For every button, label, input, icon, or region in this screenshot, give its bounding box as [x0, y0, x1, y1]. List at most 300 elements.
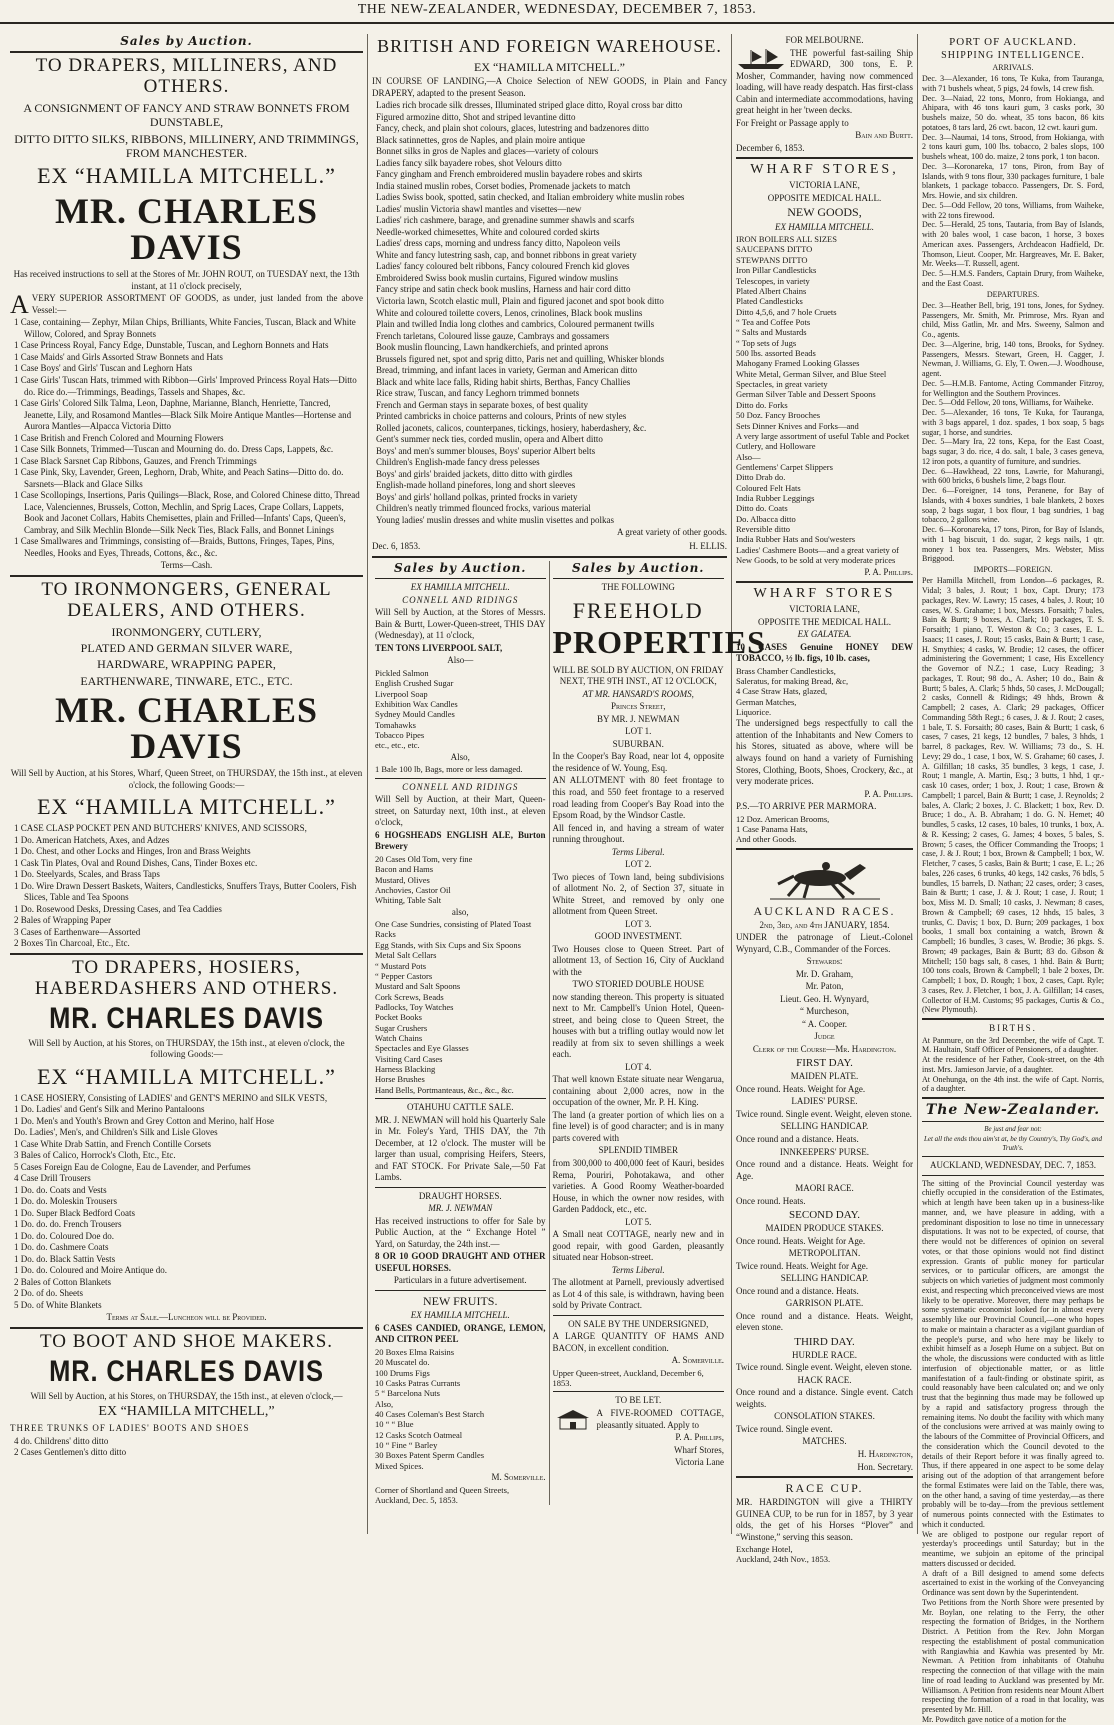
ad-subhead: VICTORIA LANE, — [789, 180, 860, 191]
list-item: IRON BOILERS ALL SIZES — [736, 234, 837, 245]
arrival-entry: Dec. 3—Koronareka, 17 tons, Piron, from Bay of Islands, with 9 tons flour, 330 packages furniture, 1 bale blankets, 1 package tobacco. Passengers, Dr. S. Ford, Mrs. Howie, and six children. — [922, 161, 1104, 201]
ad-intro: Will Sell by Auction, at his Stores, on THURSDAY, the 15th inst., at eleven o'clock,— — [30, 1390, 343, 1401]
ex-ship: EX “HAMILLA MITCHELL.” — [37, 1063, 336, 1089]
race-name: MATCHES. — [802, 1436, 847, 1447]
section-header: Sales by Auction. — [572, 561, 705, 576]
ad-lead: 6 HOGSHEADS ENGLISH ALE, Burton Brewery — [375, 829, 546, 852]
list-item: Whiting, Table Salt — [375, 895, 442, 906]
list-item: 1 Do. Men's and Youth's Brown and Grey Cotton and Merino, half Hose — [14, 1115, 274, 1126]
ad-signer: Bain and Burtt. — [855, 130, 913, 141]
ad-intro: IN COURSE OF LANDING,—A Choice Selection of NEW GOODS, in Plain and Fancy DRAPERY, adapted to the present Season. — [372, 76, 727, 98]
clerk-label: Clerk of the Course—Mr. Hardington. — [752, 1043, 897, 1054]
drop-cap: A — [10, 290, 29, 320]
ad-headline: AUCKLAND RACES. — [753, 903, 896, 918]
ad-headline: TO DRAPERS, HOSIERS, HABERDASHERS AND OTHERS. — [34, 956, 339, 999]
arrival-entry: Dec. 3—Naumai, 14 tons, Strood, from Hokianga, with 2 tons kauri gum, 100 lbs. tobacco, 2 bales slops, 100 bushels wheat, 100 do. maize, 2 tons pork, 1 ton bacon. — [922, 132, 1104, 162]
list-item: 1 Case British and French Colored and Mourning Flowers — [14, 432, 224, 443]
list-item: Figured armozine ditto, Shot and striped levantine ditto — [376, 111, 576, 122]
list-item: 20 Boxes Elma Raisins — [375, 1346, 455, 1357]
motto: Be just and fear not: — [984, 1125, 1042, 1134]
ad-items — [736, 814, 913, 845]
list-item: 1 Case Princess Royal, Fancy Edge, Dunstable, Tuscan, and Leghorn Bonnets and Hats — [14, 340, 329, 351]
race-name: HURDLE RACE. — [792, 1349, 857, 1360]
list-item: Mixed Spices. — [375, 1460, 424, 1471]
list-item: Rice straw, Tuscan, and fancy Leghorn trimmed bonnets — [376, 388, 580, 399]
list-item: 12 Doz. American Brooms, — [736, 813, 830, 824]
ad-subhead: EARTHENWARE, TINWARE, ETC., ETC. — [80, 673, 293, 688]
lot-text: All fenced in, and having a stream of water running throughout. — [552, 822, 724, 845]
masthead: THE NEW-ZEALANDER, WEDNESDAY, DECEMBER 7, 1853. — [0, 2, 1114, 32]
ad-headline: WHARF STORES, — [750, 162, 899, 178]
list-item: 30 Boxes Patent Sperm Candles — [375, 1450, 485, 1461]
ad-subhead: THE FOLLOWING — [601, 582, 675, 593]
list-item: Boys' and men's summer blouses, Boys' superior Albert belts — [376, 445, 596, 456]
list-item: Bonnet silks in gros de Naples and glaces—variety of colours — [376, 146, 599, 157]
ad-note: Particulars in a future advertisement. — [393, 1275, 527, 1286]
list-item: Ladies' Cashmere Boots—and a great variety of New Goods, to be sold at very moderate prices — [736, 544, 899, 566]
ad-headline: FOR MELBOURNE. — [785, 35, 864, 45]
editorial-text: Mr. Powditch gave notice of a motion for the — [922, 1714, 1067, 1724]
list-item: Horse Brushes — [375, 1074, 425, 1085]
list-item: Bacon and Hams — [375, 864, 434, 875]
list-item: Harness Blacking — [375, 1064, 436, 1075]
ad-headline: WHARF STORES — [753, 586, 896, 602]
imports-label: IMPORTS—FOREIGN. — [973, 565, 1053, 575]
arrival-entry: Dec. 5—H.M.S. Fanders, Captain Drury, from Waiheke, and the East Coast. — [922, 269, 1104, 288]
list-item: Mustard and Salt Spoons — [375, 981, 461, 992]
list-item: 500 lbs. assorted Beads — [736, 348, 816, 359]
departure-entry: Dec. 5—H.M.B. Fantome, Acting Commander Fitzroy, for Wellington and the Southern Provinces. — [922, 378, 1104, 398]
ship-icon — [736, 48, 786, 70]
ad-terms: Terms at Sale.—Luncheon will be Provided. — [106, 1312, 267, 1323]
list-item: Ditto do. Coats — [736, 503, 788, 514]
lot-note: The allotment at Parnell, previously advertised as Lot 4 of this sale, is withdrawn, having been sold by Private Contract. — [552, 1277, 724, 1311]
ad-headline: TO IRONMONGERS, GENERAL DEALERS, AND OTHERS. — [41, 578, 332, 621]
ad-subhead: OPPOSITE THE MEDICAL HALL. — [758, 616, 891, 627]
departure-entry: Dec. 3—Algerine, brig, 140 tons, Brooks, for Sydney. Passengers, Messrs. Stewart, Green, H. Cagger, J. Newman, J. Williams, G. Ely, T. Owen.—J. Woodhouse, agent. — [922, 339, 1104, 379]
birth-entry: At the residence of her Father, Cook-street, on the 4th inst. Mrs. Jamieson Jarvie, of a daughter. — [922, 1055, 1104, 1074]
list-item: Gent's summer neck ties, corded muslin, opera and Albert ditto — [376, 434, 603, 445]
list-item: 1 Case Girls' Colored Silk Talma, Leon, Daphne, Marianne, Blanch, Henriette, Tancred, Jeanette, Lily, and Rosamond Mantles—Black Silk Moire Antique Mantles—Hortense and Aurora Mantles—Alpacca Victoria Ditto — [14, 398, 352, 432]
list-item: Plated Candlesticks — [736, 296, 803, 307]
list-item: 1 Case, containing— Zephyr, Milan Chips, Brilliants, White Fancies, Tuscan, Black and White Willow, Colored, and Spray Bonnets — [14, 317, 356, 339]
list-item: 5 “ Barcelona Nuts — [375, 1388, 440, 1399]
list-item: 20 Muscatel do. — [375, 1357, 430, 1368]
list-item: Boys' and girls' braided jackets, ditto ditto with girdles — [376, 468, 573, 479]
list-item: White and coloured toilette covers, Lenos, crinolines, Black book muslins — [376, 307, 643, 318]
lot-subhead: TWO STORIED DOUBLE HOUSE — [572, 979, 705, 990]
steward-name: Mr. D. Graham, — [795, 968, 854, 979]
section-header: Sales by Auction. — [120, 34, 253, 48]
race-name: METROPOLITAN. — [788, 1248, 861, 1259]
list-item: Sugar Crushers — [375, 1022, 428, 1033]
list-item: German Silver Table and Dessert Spoons — [736, 389, 876, 400]
list-item: Padlocks, Toy Watches — [375, 1001, 454, 1012]
race-conditions: Once round and a distance. Heats. — [736, 1133, 859, 1144]
list-item: Sydney Mould Candles — [375, 709, 455, 720]
list-item: Brass Chamber Candlesticks, — [736, 665, 836, 676]
lot-text: Two Houses close to Queen Street. Part of allotment 13, of Section 16, City of Auckland with the — [552, 943, 724, 977]
list-item: 1 Do. Rosewood Desks, Dressing Cases, and Tea Caddies — [14, 903, 222, 914]
list-item: 1 Do. do. Coloured and Moire Antique do. — [14, 1265, 167, 1276]
list-item: 1 Do. do. Moleskin Trousers — [14, 1196, 118, 1207]
departure-entry: Dec. 6—Hawkhead, 22 tons, Lawrie, for Mahurangi, with 600 bricks, 6 bushels lime, 2 bags flour. — [922, 466, 1104, 486]
list-item: Tobacco Pipes — [375, 730, 425, 741]
race-name: SELLING HANDICAP. — [780, 1273, 869, 1284]
race-name: LADIES' PURSE. — [791, 1096, 858, 1107]
arrivals-list — [922, 74, 1104, 289]
list-item: 1 Case Maids' and Girls Assorted Straw Bonnets and Hats — [14, 351, 223, 362]
ex-ship: EX HAMILLA MITCHELL. — [774, 221, 875, 232]
list-item: etc., etc., etc. — [375, 740, 420, 751]
list-item: 40 Cases Coleman's Best Starch — [375, 1409, 485, 1419]
list-item: 2 Do. of do. Sheets — [14, 1288, 83, 1299]
list-item: 1 Case Silk Bonnets, Trimmed—Tuscan and Mourning do. do. Dress Caps, Lappets, &c. — [14, 444, 334, 455]
list-item: “ Pepper Castors — [375, 970, 433, 981]
list-item: Coloured Felt Hats — [736, 482, 801, 493]
ad-signer: P. A. Phillips. — [864, 788, 913, 799]
also-label: Also— — [447, 655, 474, 666]
race-conditions: Twice round. Single event. Weight, eleven stone. — [736, 1108, 912, 1119]
list-item: Exhibition Wax Candles — [375, 699, 458, 710]
births-list — [922, 1036, 1104, 1095]
list-item: 12 Casks Scotch Oatmeal — [375, 1429, 463, 1440]
list-item: 1 Case Pink, Sky, Lavender, Green, Leghorn, Drab, White, and Peach Satins—Ditto do. do. Sarsnets—Black and Glace Silks — [14, 467, 344, 489]
list-item: Also— — [736, 451, 761, 462]
list-item: 1 Case White Drab Sattin, and French Contille Corsets — [14, 1138, 212, 1149]
race-name: SELLING HANDICAP. — [780, 1121, 869, 1132]
list-item: Children's neatly trimmed flounced frocks, various material — [376, 503, 591, 514]
ad-terms: Terms—Cash. — [160, 560, 213, 571]
lot-subhead: GOOD INVESTMENT. — [594, 931, 682, 942]
ad-lead: THREE TRUNKS OF LADIES' BOOTS AND SHOES — [10, 1423, 250, 1434]
lot-subhead: SPLENDID TIMBER — [598, 1145, 679, 1156]
lot-label: LOT 2. — [625, 859, 652, 870]
list-item: Fancy stripe and satin check book muslins, Harness and hair cord ditto — [376, 284, 631, 295]
ad-headline: NEW FRUITS. — [423, 1293, 498, 1308]
list-item: 1 Do. do. Coats and Vests — [14, 1184, 107, 1195]
list-item: Ditto Drab do. — [736, 472, 786, 483]
lot-label: LOT 4. — [625, 1061, 652, 1072]
ad-date: Dec. 6, 1853. — [372, 540, 421, 551]
departures-list — [922, 301, 1104, 564]
ad-headline: RACE CUP. — [785, 1481, 864, 1496]
list-item: White and fancy lutestring sash, cap, and bonnet ribbons in great variety — [376, 249, 637, 260]
ad-place: AT MR. HANSARD'S ROOMS, — [582, 688, 694, 699]
list-item: Needle-worked chimesettes, White and coloured corded skirts — [376, 226, 600, 237]
ad-signer: H. Hardington, — [857, 1449, 913, 1459]
ad-signer: H. ELLIS. — [689, 540, 727, 551]
race-conditions: Twice round. Single event. — [736, 1423, 833, 1434]
ad-date: December 6, 1853. — [736, 142, 805, 153]
ad-intro: Will Sell by Auction, at his Stores, on THURSDAY, the 15th inst., at eleven o'clock, the following Goods:— — [28, 1037, 345, 1060]
list-item: 1 Do. do. Coloured Doe do. — [14, 1230, 114, 1241]
arrival-entry: Dec. 5—Herald, 25 tons, Tautaria, from Bay of Islands, with 20 bales wool, 1 case bacon, 1 horse, 3 boxes American axes. Passengers, Archdeacon Hadfield, Dr. Thomson, Lieut. Cooper, Mr. Hargreaves, Mr. E. Baker, Mr. Weeks—T. Russell, agent. — [922, 220, 1104, 269]
list-item: 5 Cases Foreign Eau de Cologne, Eau de Lavender, and Perfumes — [14, 1161, 251, 1172]
departure-entry: Dec. 5—Alexander, 16 tons, Te Kuka, for Tauranga, with 3 bags apparel, 1 doz. spades, 1 box soap, 5 bags sugar, 1 horse, and sundries. — [922, 408, 1104, 437]
list-item: “ Mustard Pots — [375, 960, 426, 971]
lot-label: LOT 5. — [625, 1216, 652, 1227]
ad-body: MR. HARDINGTON will give a THIRTY GUINEA CUP, to be run for in 1857, by 3 year olds, the get of his Horses “Plover” and “Winstone,” serving this season. — [736, 1497, 913, 1542]
list-item: 1 Do. do. Cashmere Coats — [14, 1242, 109, 1253]
ex-ship: EX HAMILLA MITCHELL. — [410, 582, 510, 593]
ad-address: Wharf Stores, — [674, 1444, 724, 1455]
list-item: 3 Cases of Earthenware—Assorted — [14, 926, 141, 937]
ex-ship: EX “HAMILLA MITCHELL.” — [37, 163, 336, 189]
list-item: 4 Case Drill Trousers — [14, 1173, 91, 1184]
editorial-text: The sitting of the Provincial Council yesterday was chiefly occupied in the consideration of the Estimates, which at length have been taken up in a business-like manner, and, we have pleasure in adding, with a predominant disposition to lose no time in unnecessary disputations. It was not to be expected, of course, that there would not be differences of opinion on several votes, or that those opinions would not find distinct expression. Grants of public money for particular services, or to particular officers, are amongst the subjects on which varieties of judgment most commonly exist, and respecting which preconceived views are most likely to be operative. Moreover, there may perhaps be some systematic economist looked for in almost every assembly like our Provincial Council,—one who hopes to make or maintain a character as a vigilant guardian of the people's purse, and who here may be likely to exhibit himself as a Joseph Hume on a subject. But on the whole, the discussions were conducted with as little interfusion of objectionable matter, or as little manifestation of a fault-finding or obstinate spirit, as could reasonably have been calculated on; and we only trust that the beginning thus made may be followed up by a rapid and satisfactory progress through the remaining items. No doubt the facility with which many of the conclusions were arrived at was mainly owing to the labours of the Committee of Provincial Officers, and the consideration which the Council devoted to the details of their Report before it was finally agreed to. Thus, if there appeared in one aspect to be some delay arising out of the adoption of that arrangement before the formal Estimates were laid on the Table, there was, on the other hand, a saving of time yesterday,—as there probably will be to-day—from the previous settlement of numerous points connected with the Estimates to which it conducted. — [922, 1178, 1104, 1529]
lot-terms: Terms Liberal. — [611, 846, 665, 857]
list-item: 1 Do. do. Black Sattin Vests — [14, 1253, 116, 1264]
ad-signer: P. A. Phillips. — [864, 566, 913, 577]
list-item: 1 Do. do. do. French Trousers — [14, 1219, 122, 1230]
list-item: Embroidered Swiss book muslin curtains, Figured window muslins — [376, 272, 618, 283]
ad-items — [10, 823, 363, 950]
ad-items — [375, 854, 546, 906]
ad-body: For Freight or Passage apply to — [736, 117, 849, 128]
list-item: 3 Bales of Calico, Horrock's Cloth, Etc., Etc. — [14, 1150, 176, 1161]
list-item: 1 Case Smallwares and Trimmings, consisting of—Braids, Buttons, Fringes, Tapes, Pins, Needles, Hooks and Eyes, Threads, Cottons, &c., &c. — [14, 536, 335, 558]
ad-lead: AVERY SUPERIOR ASSORTMENT OF GOODS, as under, just landed from the above Vessel:— — [10, 290, 363, 320]
list-item: Hand Bells, Portmanteaus, &c., &c., &c. — [375, 1084, 514, 1095]
lot-text: Two pieces of Town land, being subdivisions of allotment No. 2, of Section 37, situate in White Street, and removed by only one allotment from Queen Street. — [552, 871, 724, 917]
list-item: Visiting Card Cases — [375, 1053, 443, 1064]
list-item: 2 Cases Gentlemen's ditto ditto — [14, 1447, 127, 1458]
list-item: Ladies' muslin Victoria shawl mantles and visettes—new — [376, 203, 582, 214]
list-item: Also, — [375, 1398, 394, 1409]
list-item: Ditto 4,5,6, and 7 hole Cruets — [736, 306, 837, 317]
auctioneer-name: MR. CHARLES DAVIS — [49, 1001, 324, 1035]
ad-lead: 8 OR 10 GOOD DRAUGHT AND OTHER USEFUL HORSES. — [375, 1251, 546, 1273]
list-item: 1 CASE CLASP POCKET PEN AND BUTCHERS' KNIVES, AND SCISSORS, — [14, 823, 307, 834]
list-item: Do. Albacca ditto — [736, 513, 796, 524]
auctioneer-name: MR. CHARLES DAVIS — [54, 191, 319, 268]
list-item: “ Tea and Coffee Pots — [736, 316, 811, 327]
ad-subhead: VICTORIA LANE, — [789, 604, 860, 615]
departure-entry: Dec. 5—Odd Fellow, 20 tons, Williams, for Waiheke. — [922, 398, 1094, 408]
birth-entry: At Onehunga, on the 4th inst. the wife of Capt. Norris, of a daughter. — [922, 1074, 1104, 1094]
lot-text: AN ALLOTMENT with 80 feet frontage to this road, and 550 feet frontage to a reserved road leading from Cooper's Bay Road into the Epsom Road, by the Windsor Castle. — [552, 775, 724, 821]
ad-headline: TO DRAPERS, MILLINERS, AND OTHERS. — [35, 55, 338, 97]
list-item: 2 Bales of Cotton Blankets — [14, 1276, 111, 1287]
ad-close: A great variety of other goods. — [617, 527, 727, 538]
race-name: CONSOLATION STAKES. — [774, 1411, 875, 1422]
list-item: Victoria lawn, Scotch elastic mull, Plain and figured jaconet and spot book ditto — [376, 295, 664, 306]
stewards-label: Stewards: — [806, 956, 843, 967]
race-conditions: Once round. Heats. — [736, 1195, 806, 1206]
ad-items — [10, 317, 363, 559]
ad-headline: DRAUGHT HORSES. — [418, 1190, 502, 1201]
ad-items — [10, 1093, 363, 1312]
list-item: India Rubber Leggings — [736, 493, 815, 504]
ad-items — [736, 234, 913, 566]
list-item: Mahogany Framed Looking Glasses — [736, 358, 860, 369]
list-item: 1 Case Black Sarsnet Cap Ribbons, Gauzes, and French Trimmings — [14, 455, 257, 466]
auctioneer-name: BY MR. J. NEWMAN — [597, 713, 680, 724]
ad-intro: Will Sell by Auction, at the Stores of Messrs. Bain & Burtt, Lower-Queen-street, THIS DAY (Wednesday), at 11 o'clock, — [375, 607, 546, 641]
race-conditions: Once round and a distance. Heats. — [736, 1285, 859, 1296]
list-item: 1 CASE HOSIERY, Consisting of LADIES' and GENT'S MERINO and SILK VESTS, — [14, 1092, 328, 1103]
auctioneer-name: MR. CHARLES DAVIS — [49, 1354, 324, 1388]
steward-name: “ Murcheson, — [800, 1006, 849, 1017]
section-header: Sales by Auction. — [394, 561, 527, 576]
list-item: Book muslin flouncing, Lawn handkerchiefs, and printed aprons — [376, 342, 609, 353]
list-item: Watch Chains — [375, 1033, 423, 1044]
list-item: Fancy, check, and plain shot colours, glaces, lutestring and badzenores ditto — [376, 123, 649, 134]
ad-body: A LARGE QUANTITY OF HAMS AND BACON, in excellent condition. — [552, 1331, 724, 1353]
arrival-entry: Dec. 3—Alexander, 16 tons, Te Kuka, from Tauranga, with 71 bushels wheat, 5 pigs, 24 fowls, 14 crew fish. — [922, 74, 1104, 93]
ad-subhead: A CONSIGNMENT OF FANCY AND STRAW BONNETS FROM DUNSTABLE, — [23, 100, 350, 130]
subcolumn-auctions — [372, 561, 550, 1505]
ad-lead: 6 CASES CANDIED, ORANGE, LEMON, AND CITRON PEEL — [375, 1322, 546, 1345]
ad-street: Princes Street, — [610, 701, 666, 712]
list-item: 1 Cask Tin Plates, Oval and Round Dishes, Cans, Tinder Boxes etc. — [14, 857, 258, 868]
list-item: Brussels figured net, spot and sprig ditto, Paris net and quilling, Whisker blonds — [376, 353, 665, 364]
list-item: Black satinnettes, gros de Naples, and plain moire antique — [376, 134, 585, 145]
list-item: 20 Cases Old Tom, very fine — [375, 853, 473, 864]
race-name: MAORI RACE. — [795, 1183, 854, 1194]
ad-ps: P.S.—TO ARRIVE PER MARMORA. — [736, 801, 877, 812]
ad-subhead: DITTO DITTO SILKS, RIBBONS, MILLINERY, AND TRIMMINGS, FROM MANCHESTER. — [14, 131, 359, 160]
ad-headline: ON SALE BY THE UNDERSIGNED, — [568, 1318, 709, 1329]
lot-text: now standing thereon. This property is situated next to Mr. Campbell's Union Hotel, Queen-street, and being close to Queen Street, the houses with but a trifling outlay would now let readily at from six to seven shillings a week each. — [552, 991, 724, 1060]
list-item: Mustard, Olives — [375, 874, 430, 885]
list-item: Tomahawks — [375, 719, 416, 730]
ad-lead: TEN TONS LIVERPOOL SALT, — [375, 642, 503, 653]
ad-headline: TO BOOT AND SHOE MAKERS. — [39, 1330, 334, 1352]
ad-address: Corner of Shortland and Queen Streets, Auckland, Dec. 5, 1853. — [375, 1484, 510, 1506]
race-list — [736, 1350, 913, 1448]
ex-ship: EX “HAMILLA MITCHELL.” — [37, 794, 336, 820]
list-item: 1 Do. Wire Drawn Dessert Baskets, Waiters, Candlesticks, Snuffers Trays, Butter Coolers, Fish Slices, Table and Tea Spoons — [14, 880, 357, 903]
ad-intro: UNDER the patronage of Lieut.-Colonel Wynyard, C.B., Commander of the Forces. — [736, 932, 913, 954]
ad-headline: TO BE LET. — [615, 1395, 662, 1406]
race-name: MAIDEN PRODUCE STAKES. — [765, 1223, 884, 1234]
ad-headline: PROPERTIES — [552, 623, 766, 660]
dateline: AUCKLAND, WEDNESDAY, DEC. 7, 1853. — [929, 1160, 1097, 1171]
list-item: German Matches, — [736, 696, 797, 707]
ad-date: 2nd, 3rd, and 4th JANUARY, 1854. — [759, 919, 890, 930]
ad-headline: FREEHOLD — [572, 597, 704, 623]
race-conditions: Once round. Heats. Weight for Age. — [736, 1083, 866, 1094]
list-item: Ladies' fancy coloured belt ribbons, Fancy coloured French kid gloves — [376, 261, 630, 272]
race-conditions: Once round and a distance. Single event. Catch weights. — [736, 1387, 913, 1409]
lot-label: LOT 1. — [625, 726, 652, 737]
list-item: 10 “ Fine “ Barley — [375, 1440, 438, 1451]
list-item: 1 Do. Chest, and other Locks and Hinges, Iron and Brass Weights — [14, 846, 251, 857]
list-item: “ Top sets of Jugs — [736, 337, 797, 348]
list-item: Gentlemens' Carpet Slippers — [736, 461, 833, 472]
list-item: Liverpool Soap — [375, 688, 428, 699]
list-item: 100 Drums Figs — [375, 1367, 430, 1378]
list-item: 1 Do. Super Black Bedford Coats — [14, 1207, 135, 1218]
paper-title: The New-Zealander. — [925, 1102, 1101, 1119]
imports-text: Per Hamilla Mitchell, from London—6 packages, R. Vidal; 3 bales, J. Rout; 1 box, Capt. Drury; 173 packages, Rev. W. Lawry; 15 cases, 4 bales, J. Rout; 10 cases, W. S. Grahame; 1 box, Messrs. Forsaith; 7 bales, Bain & Burtt; 9 boxes, A. Clark; 10 packages, T. S. Forsaith; 1 piano, T. Weston & Co.; 3 cases, E. L. Isaacs; 11 cases, J. Rout; 15 casks, Bain & Burtt; 1 case, H. Smythies; 4 casks, W. Brodie; 12 cases, the officer administering the Government; 1 case, His Excellency the Governor of N.Z.; 1 case, Lucy Reading; 3 packages, T. Rout; 98 do., A. Asher; 10 do., Bain & Burtt; 5 bales, A. Clark; 5 hhds, 50 cases, J. McDougall; 2 casks, Connell & Ridings; 49 hhds, Brown & Campbell; 2 cases, A. Clark; 29 packages, Officer Commanding 58th Regt.; 6 cases, J. & J. Rout; 2 cases, 1 bale, T. S. Forsaith; 80 cases, Bain & Burtt; 1 cask, 6 cases, 7 cases, 21 kegs, 12 bundles, 7 bales, 3 hhds, 1 barrel, 8 packages, Rev. W. Williams; 73 do., S. H. Levy; 29 do., 1 case, 1 box, W. S. Grahame; 60 cases, J. A. Gilfillan; 18 casks, 35 bundles, 3 kegs, 1 case, J. Rout; 1 mangle, A. Martin, Esq.; 3 butts, 1 hhd, 1 qr.-cask 10 cases, order; 1 box, J. Rout; 1 case, Brown & Campbell; 1 parcel, Bain & Burtt; 1 case, J. Reynolds; 2 bales, A. Clark; 2 boxes, J. C. Blackett; 1 box, Rev. D. Bruce; 1 do., A. B. Abraham; 1 do. G. N. Hemet; 40 bundles, 5 casks, 12 cases, 10 bales, 10 trunks, 1 box, A. & R. Kessing; 2 cases, G. James; 4 boxes, 5 bales, S. Brown; 5 cases, the Officer Commanding the Troops; 1 case, J. & J. Rout; 1 box, Brown & Campbell; 1 box, W. Fletcher, 7 cases, 5 casks, Bain & Burtt; 1 case, E. L.; 26 bales, 226 cases, 6 trunks, 40 kegs, 142 casks, 76 bdls, 5 bundles, 15 barrels, D. Nathan; 22 cases, order; 3 cases, Bain & Burtt; 1 case, J. & J. Rout; 1 case, J. Rout; 1 box, Miss M. D. Small; 10 casks, J. Newman; 8 cases, Brown & Campbell; 69 cases, 12 hhds, 15 bales, 3 trunks, C. Davis; 1 box, D. Burn; 209 packages, 1 box books, 1 small box containing a watch, Brown & Campbell; 16 bundles, 3 cases, W. Brodie; 36 pkgs. S. Brown; 49 packages, Bain & Burtt; 83 do. Gibson & Mitchell; 150 bags salt, 8 cases, 1 hhd. Bain & Burtt; 100 tons coals, Brown & Campbell; 1 bale 2 boxes, Dr. Campbell; 1 box, D. Rough; 1 box, 2 cases, Capt. Ryle; 3 cases, Rev. J. Fletcher, 1 box, J. A. Gilfillan; 14 cases, Collector of H.M. Customs; 95 packages, Curtis & Co., (New Plymouth). — [922, 576, 1104, 1015]
auctioneer-name: CONNELL AND RIDINGS — [402, 781, 519, 792]
list-item: Ladies rich brocade silk dresses, Illuminated striped glace ditto, Royal cross bar ditto — [376, 100, 683, 111]
editorial-text: Two Petitions from the North Shore were presented by Mr. Boylan, one relating to the Ferry, the other respecting the formation of Bridges, in the Northern District. A Petition from the Rev. John Morgan respecting the establishment of postal communication with Rangiawhia and Kawhia was presented by Mr. Newman. A Petition from inhabitants of Otahuhu respecting the connection of that village with the main line of road leading to Auckland was presented by Mr. Williamson. A Petition from residents near Mount Albert respecting the formation of a road in that locality, was presented by Mr. Hill. — [922, 1597, 1104, 1715]
ad-intro: Will Sell by Auction, at his Stores, Wharf, Queen Street, on THURSDAY, the 15th inst., at eleven o'clock, the following Goods:— — [10, 768, 363, 790]
ad-subhead: PLATED AND GERMAN SILVER WARE, — [80, 640, 293, 655]
arrival-entry: Dec. 5—Odd Fellow, 20 tons, Williams, from Waiheke, with 22 tons firewood. — [922, 200, 1104, 220]
race-conditions: Once round and a distance. Heats. Weight, eleven stone. — [736, 1310, 913, 1333]
list-item: 1 Case Panama Hats, — [736, 823, 808, 834]
list-item: 1 Case Scollopings, Insertions, Paris Quilings—Black, Rose, and Colored Chinese ditto, Thread Lace, Valenciennes, Brussels, Cotton, Mechlin, and Sprig Laces, Crape Collars, Lappets, Book and Jaconet Collars, Habits Chemisettes, plain and Frilled—Infants' Caps, Queen's, Cambray, and Silk Mechlin Blonde—Silk Neck Ties, Black Falls, and Bonnet Linings — [14, 490, 360, 535]
departure-entry: Dec. 5—Mary Ira, 22 tons, Kepa, for the East Coast, bags sugar, 3 do. rice, 4 do. salt, 1 bale, 3 cases geneva, 12 iron pots, a quantity of furniture, and sundries. — [922, 437, 1104, 466]
ad-items — [375, 940, 546, 1095]
editorial-text: A draft of a Bill designed to amend some defects ascertained to exist in the working of the Conveyancing Ordinance was sent down by the Superintendent. — [922, 1568, 1104, 1598]
list-item: 1 Case Boys' and Girls' Tuscan and Leghorn Hats — [14, 363, 193, 374]
column-auction-davis — [6, 34, 368, 1534]
auctioneer-name: CONNELL AND RIDINGS — [402, 594, 519, 605]
ad-items — [736, 666, 913, 718]
lot-subhead: SUBURBAN. — [612, 738, 664, 749]
list-item: Egg Stands, with Six Cups and Six Spoons — [375, 939, 521, 950]
list-item: Ladies' rich cashmere, barage, and grenadine summer shawls and scarfs — [376, 215, 635, 226]
list-item: 1 Do. Steelyards, Scales, and Brass Taps — [14, 869, 160, 880]
departure-entry: Dec. 6—Koronareka, 17 tons, Piron, for Bay of Islands, with 1 bag biscuit, 1 do. sugar, 2 kegs nails, 1 qtr. money 1 box tea. Passengers, Mrs. Webster, Miss Briggood. — [922, 525, 1104, 564]
list-item: English-made holland pinefores, long and short sleeves — [376, 480, 576, 491]
list-item: Boys' and girls' holland polkas, printed frocks in variety — [376, 491, 578, 502]
ad-signer: P. A. Phillips, — [675, 1432, 724, 1443]
departures-label: DEPARTURES. — [986, 289, 1040, 299]
list-item: Ditto do. Forks — [736, 399, 788, 410]
also-label: also, — [451, 906, 469, 917]
race-name: MAIDEN PLATE. — [790, 1071, 859, 1082]
ad-subhead: IRONMONGERY, CUTLERY, — [111, 624, 262, 639]
ad-intro: WILL BE SOLD BY AUCTION, ON FRIDAY NEXT, THE 9TH INST., AT 12 O'CLOCK, — [552, 664, 724, 687]
list-item: SAUCEPANS DITTO — [736, 244, 813, 255]
list-item: English Crushed Sugar — [375, 678, 454, 689]
departure-entry: Dec. 6—Foreigner, 14 tons, Peranene, for Bay of Islands, with 4 boxes sundries, 1 bale blankets, 2 boxes soap, 2 bags sugar, 1 box flour, 1 bag sundries, 1 bag tobacco, 2 gallons wine. — [922, 486, 1104, 525]
race-list — [736, 1223, 913, 1334]
ad-body: A FIVE-ROOMED COTTAGE, pleasantly situated. Apply to — [596, 1407, 724, 1430]
list-item: Children's English-made fancy dress pelesses — [376, 457, 540, 468]
lot-text: That well known Estate situate near Wengarua, containing about 2,000 acres, now in the occupation of the owner, Mr. P. H. King. — [552, 1074, 724, 1108]
race-day: FIRST DAY. — [796, 1057, 853, 1070]
ex-ship: EX HAMILLA MITCHELL. — [410, 1310, 510, 1321]
list-item: 10 “ “ Blue — [375, 1419, 414, 1430]
auctioneer-name: MR. J. NEWMAN — [428, 1203, 493, 1214]
section-header: SHIPPING INTELLIGENCE. — [941, 50, 1085, 61]
auctioneer-name: MR. CHARLES DAVIS — [54, 690, 319, 767]
motto: Let all the ends thou aim'st at, be thy Country's, Thy God's, and Truth's. — [923, 1135, 1103, 1153]
list-item: Ladies' dress caps, morning and undress fancy ditto, Napoleon veils — [376, 238, 621, 249]
ex-ship: EX “HAMILLA MITCHELL.” — [474, 59, 625, 74]
race-conditions: Twice round. Heats. Weight for Age. — [736, 1260, 868, 1271]
list-item: 1 Do. American Hatchets, Axes, and Adzes — [14, 834, 170, 845]
ad-items — [372, 100, 727, 526]
ad-items — [10, 1436, 363, 1459]
race-name: HACK RACE. — [797, 1374, 852, 1385]
lot-text: from 300,000 to 400,000 feet of Kauri, besides Rema, Pouriri, Pohotakawa, and other varieties. A Good Roomy Weather-boarded House, in which the owner now resides, with Garden Paddock, etc., etc. — [552, 1157, 724, 1215]
list-item: Ladies Swiss book, spotted, satin checked, and Italian embroidery white muslin robes — [376, 192, 685, 203]
list-item: Rolled jaconets, calicos, counterpanes, tickings, hosiery, haberdashery, &c. — [376, 422, 647, 433]
list-item: Young ladies' muslin dresses and white muslin visettes and polkas — [376, 514, 614, 525]
ad-lead: One Case Sundries, consisting of Plated Toast Racks — [375, 919, 532, 940]
ad-address: Exchange Hotel, — [736, 1544, 793, 1555]
also-label: Also, — [450, 751, 470, 762]
list-item: “ Salts and Mustards — [736, 327, 807, 338]
list-item: Bread, trimming, and infant laces in variety, German and American ditto — [376, 365, 638, 376]
race-name: GARRISON PLATE. — [785, 1298, 864, 1309]
ad-address: Upper Queen-street, Auckland, December 6, 1853. — [552, 1367, 704, 1389]
list-item: Do. Ladies', Men's, and Children's Silk and Lisle Gloves — [14, 1127, 218, 1138]
list-item: Plated Albert Chains — [736, 285, 807, 296]
ad-note: 1 Bale 100 lb, Bags, more or less damaged. — [375, 764, 523, 775]
list-item: 2 Bales of Wrapping Paper — [14, 915, 111, 926]
racehorse-icon — [770, 854, 880, 900]
